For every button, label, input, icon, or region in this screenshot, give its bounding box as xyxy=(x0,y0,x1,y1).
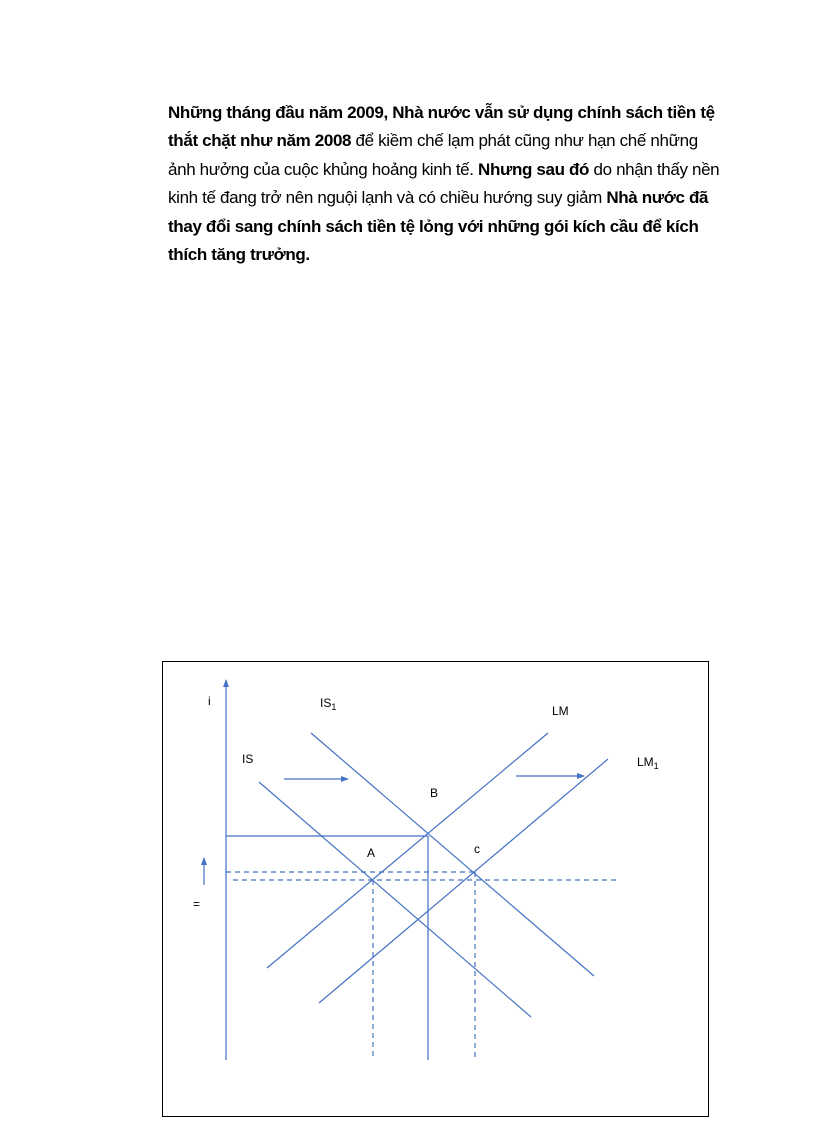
paragraph-segment-2: để kiềm chế lạm phát cũng như hạn chế những ảnh hưởng của cuộc khủng hoảng kinh tế. xyxy=(168,131,698,179)
is-curve xyxy=(259,782,531,1017)
is-label: IS xyxy=(242,752,254,766)
is1-label xyxy=(320,696,336,712)
y-axis-label: i xyxy=(208,694,211,708)
is1-curve xyxy=(311,733,594,976)
is1-label-base: IS xyxy=(320,696,332,710)
body-paragraph xyxy=(168,99,728,269)
is-lm-diagram xyxy=(162,661,709,1117)
point-b-label: B xyxy=(430,786,439,800)
lm-curve xyxy=(267,733,548,968)
paragraph-segment-3: Nhưng sau đó xyxy=(478,159,590,179)
lm1-label-base: LM xyxy=(637,755,654,769)
point-a-label: A xyxy=(367,846,376,860)
paragraph-segment-4: do nhận thấy nền kinh tế đang trở nên nguội lạnh và có chiều hướng suy giảm xyxy=(168,159,720,208)
paragraph-segment-5: Nhà nước đã thay đổi sang chính sách tiền tệ lỏng với những gói kích cầu để kích thích tăng trưởng. xyxy=(168,188,709,265)
lm1-label xyxy=(637,755,659,771)
paragraph-segment-1: Những tháng đầu năm 2009, Nhà nước vẫn sử dụng chính sách tiền tệ thắt chặt như năm 2008 xyxy=(168,103,715,151)
lm-label: LM xyxy=(552,704,569,718)
is1-label-sub: 1 xyxy=(331,702,337,712)
side-mark: = xyxy=(193,897,201,911)
lm1-label-sub: 1 xyxy=(653,761,659,771)
lm1-curve xyxy=(319,759,608,1003)
is-lm-diagram-canvas xyxy=(163,662,710,1118)
point-c-label: c xyxy=(474,842,480,856)
